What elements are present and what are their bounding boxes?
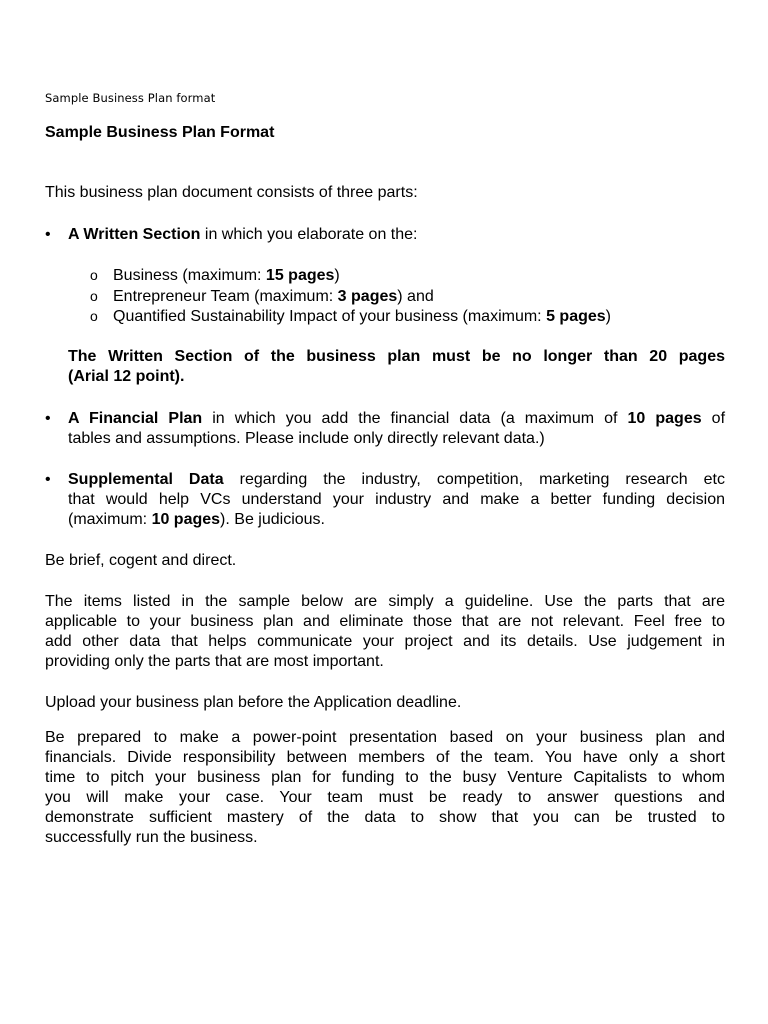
upload-text: Upload your business plan before the Application deadline. <box>45 694 462 711</box>
subitem-sustainability-bold: 5 pages <box>546 308 606 325</box>
bullet-financial-lead: A Financial Plan <box>68 410 203 427</box>
prepare-line-1: Be prepared to make a power-point presentation based on your business plan and <box>45 729 725 746</box>
running-header: Sample Business Plan format <box>45 91 216 105</box>
sub-marker: o <box>90 308 98 324</box>
bullet-written-text <box>68 225 725 245</box>
sub-marker: o <box>90 267 98 283</box>
subitem-business-pre: Business (maximum: <box>113 267 266 284</box>
bullet-supplemental-line3-post: ). Be judicious. <box>220 511 325 528</box>
bullet-marker: • <box>45 226 51 243</box>
bullet-written-lead: A Written Section <box>68 226 201 243</box>
prepare-line-3: time to pitch your business plan for funding to the busy Venture Capitalists to whom <box>45 769 725 786</box>
subitem-team-post: ) and <box>397 288 434 305</box>
bullet-financial-rest1: in which you add the financial data (a maximum of <box>202 410 628 427</box>
items-line-2: applicable to your business plan and eliminate those that are not relevant. Feel free to <box>45 613 725 630</box>
sub-marker: o <box>90 288 98 304</box>
subitem-sustainability-pre: Quantified Sustainability Impact of your business (maximum: <box>113 308 547 325</box>
bullet-financial-text <box>68 409 725 449</box>
bullet-supplemental-rest1: regarding the industry, competition, marketing research etc <box>223 471 725 488</box>
written-section-note <box>68 347 725 387</box>
bullet-marker: • <box>45 471 51 488</box>
bullet-financial-bold: 10 pages <box>627 410 702 427</box>
subitem-team <box>90 287 690 307</box>
note-line-1: The Written Section of the business plan must be no longer than 20 pages <box>68 348 725 365</box>
bullet-supplemental-text <box>68 470 725 530</box>
bullet-financial-rest2: of <box>701 410 726 427</box>
prepare-paragraph <box>45 728 725 848</box>
subitem-team-bold: 3 pages <box>337 288 398 305</box>
prepare-line-4: you will make your case. Your team must be ready to answer questions and <box>45 789 725 806</box>
bullet-supplemental-line2: that would help VCs understand your industry and make a better funding decision <box>68 491 725 508</box>
bullet-supplemental-line3-bold: 10 pages <box>151 511 221 528</box>
subitem-business <box>90 266 690 286</box>
items-paragraph <box>45 592 725 672</box>
bullet-financial-line2: tables and assumptions. Please include only directly relevant data.) <box>68 430 545 447</box>
items-line-3: add other data that helps communicate your project and its details. Use judgement in <box>45 633 725 650</box>
document-title: Sample Business Plan Format <box>45 124 275 141</box>
bullet-written-rest: in which you elaborate on the: <box>200 226 418 243</box>
bullet-supplemental-data <box>45 470 725 530</box>
brief-text: Be brief, cogent and direct. <box>45 552 237 569</box>
prepare-line-2: financials. Divide responsibility between members of the team. You have only a short <box>45 749 725 766</box>
bullet-financial-plan <box>45 409 725 449</box>
subitem-business-bold: 15 pages <box>265 267 335 284</box>
bullet-supplemental-line3-pre: (maximum: <box>68 511 152 528</box>
subitem-sustainability <box>90 307 690 327</box>
intro-text: This business plan document consists of three parts: <box>45 184 418 201</box>
subitem-team-pre: Entrepreneur Team (maximum: <box>113 288 338 305</box>
items-line-4: providing only the parts that are most important. <box>45 653 384 670</box>
items-line-1: The items listed in the sample below are simply a guideline. Use the parts that are <box>45 593 725 610</box>
bullet-supplemental-lead: Supplemental Data <box>68 471 224 488</box>
bullet-written-section <box>45 225 725 245</box>
prepare-line-6: successfully run the business. <box>45 829 258 846</box>
subitem-business-post: ) <box>334 267 340 284</box>
bullet-marker: • <box>45 410 51 427</box>
subitem-sustainability-post: ) <box>605 308 611 325</box>
note-line-2: (Arial 12 point). <box>68 368 185 385</box>
prepare-line-5: demonstrate sufficient mastery of the data to show that you can be trusted to <box>45 809 725 826</box>
